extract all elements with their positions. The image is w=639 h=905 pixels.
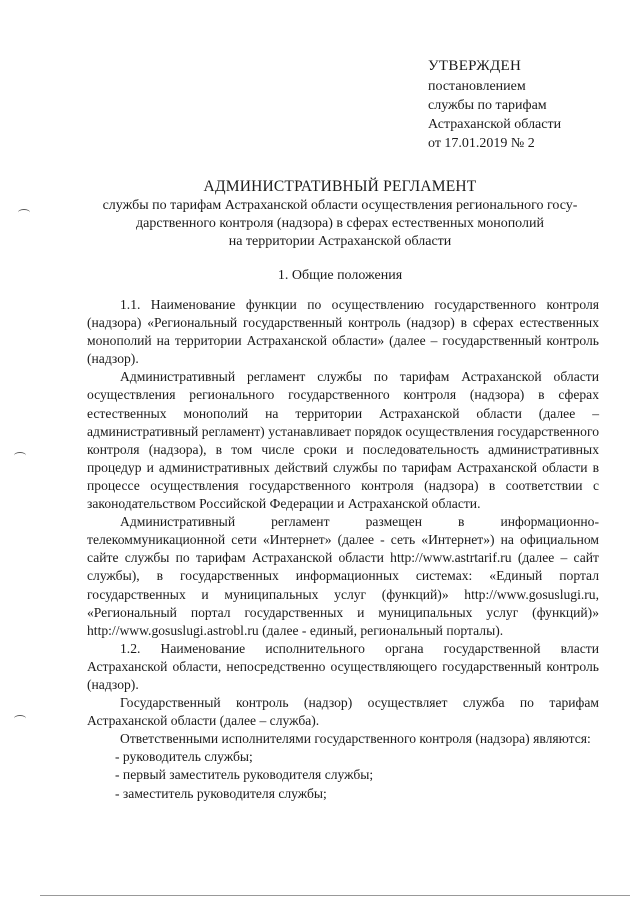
list-item: - заместитель руководителя службы; <box>115 785 327 801</box>
paragraph: Ответственными исполнителями государственного контроля (надзора) являются: <box>120 731 591 747</box>
approval-line: службы по тарифам <box>428 98 547 113</box>
title-line: на территории Астраханской области <box>228 234 452 249</box>
paragraph: 1.2. Наименование исполнительного органа государственной власти Астраханской области, непосредственно осуществляющего государственный контроль (надзор). <box>87 640 599 692</box>
scan-mark <box>18 209 30 216</box>
document-title <box>80 178 600 251</box>
approval-line: постановлением <box>428 79 526 94</box>
paragraph: Административный регламент размещен в информационно-телекоммуникационной сети «Интернет» (далее - сеть «Интернет») на официальном сайте службы по тарифам Астраханской области http://www.astrtarif.ru (далее – сайт службы), в государственных информационных системах: «Единый портал государственных и муниципальных услуг (функций)» http://www.gosuslugi.ru, «Региональный портал государственных и муниципальных услуг (функций)» http://www.gosuslugi.astrobl.ru (далее - единый, региональный порталы). <box>87 514 599 638</box>
scan-edge-line <box>40 895 630 896</box>
document-body <box>87 296 599 803</box>
approval-heading: УТВЕРЖДЕН <box>428 58 522 74</box>
scan-mark <box>14 715 26 722</box>
approval-line: Астраханской области <box>428 117 562 132</box>
approval-stamp <box>428 57 628 153</box>
paragraph: Государственный контроль (надзор) осуществляет служба по тарифам Астраханской области (далее – служба). <box>87 695 599 729</box>
list-item: - первый заместитель руководителя службы; <box>115 767 374 783</box>
paragraph: 1.1. Наименование функции по осуществлению государственного контроля (надзора) «Региональный государственный контроль (надзор) в сферах естественных монополий на территории Астраханской области» (далее – государственный контроль (надзор). <box>87 297 599 367</box>
title-line: службы по тарифам Астраханской области осуществления регионального госу- <box>102 198 578 213</box>
approval-date: от 17.01.2019 № 2 <box>428 136 535 151</box>
list-item: - руководитель службы; <box>115 749 253 765</box>
title-line: дарственного контроля (надзора) в сферах естественных монополий <box>136 216 544 231</box>
title-main: АДМИНИСТРАТИВНЫЙ РЕГЛАМЕНТ <box>203 178 477 195</box>
scan-mark <box>14 452 26 459</box>
section-heading: 1. Общие положения <box>277 268 403 283</box>
paragraph: Административный регламент службы по тарифам Астраханской области осуществления регионального государственного контроля (надзора) в сферах естественных монополий на территории Астраханской области (далее – административный регламент) устанавливает порядок осуществления государственного контроля (надзора), в том числе сроки и последовательность административных процедур и административных действий службы по тарифам Астраханской области в процессе осуществления государственного контроля (надзора) в соответствии с законодательством Российской Федерации и Астраханской области. <box>87 369 599 512</box>
